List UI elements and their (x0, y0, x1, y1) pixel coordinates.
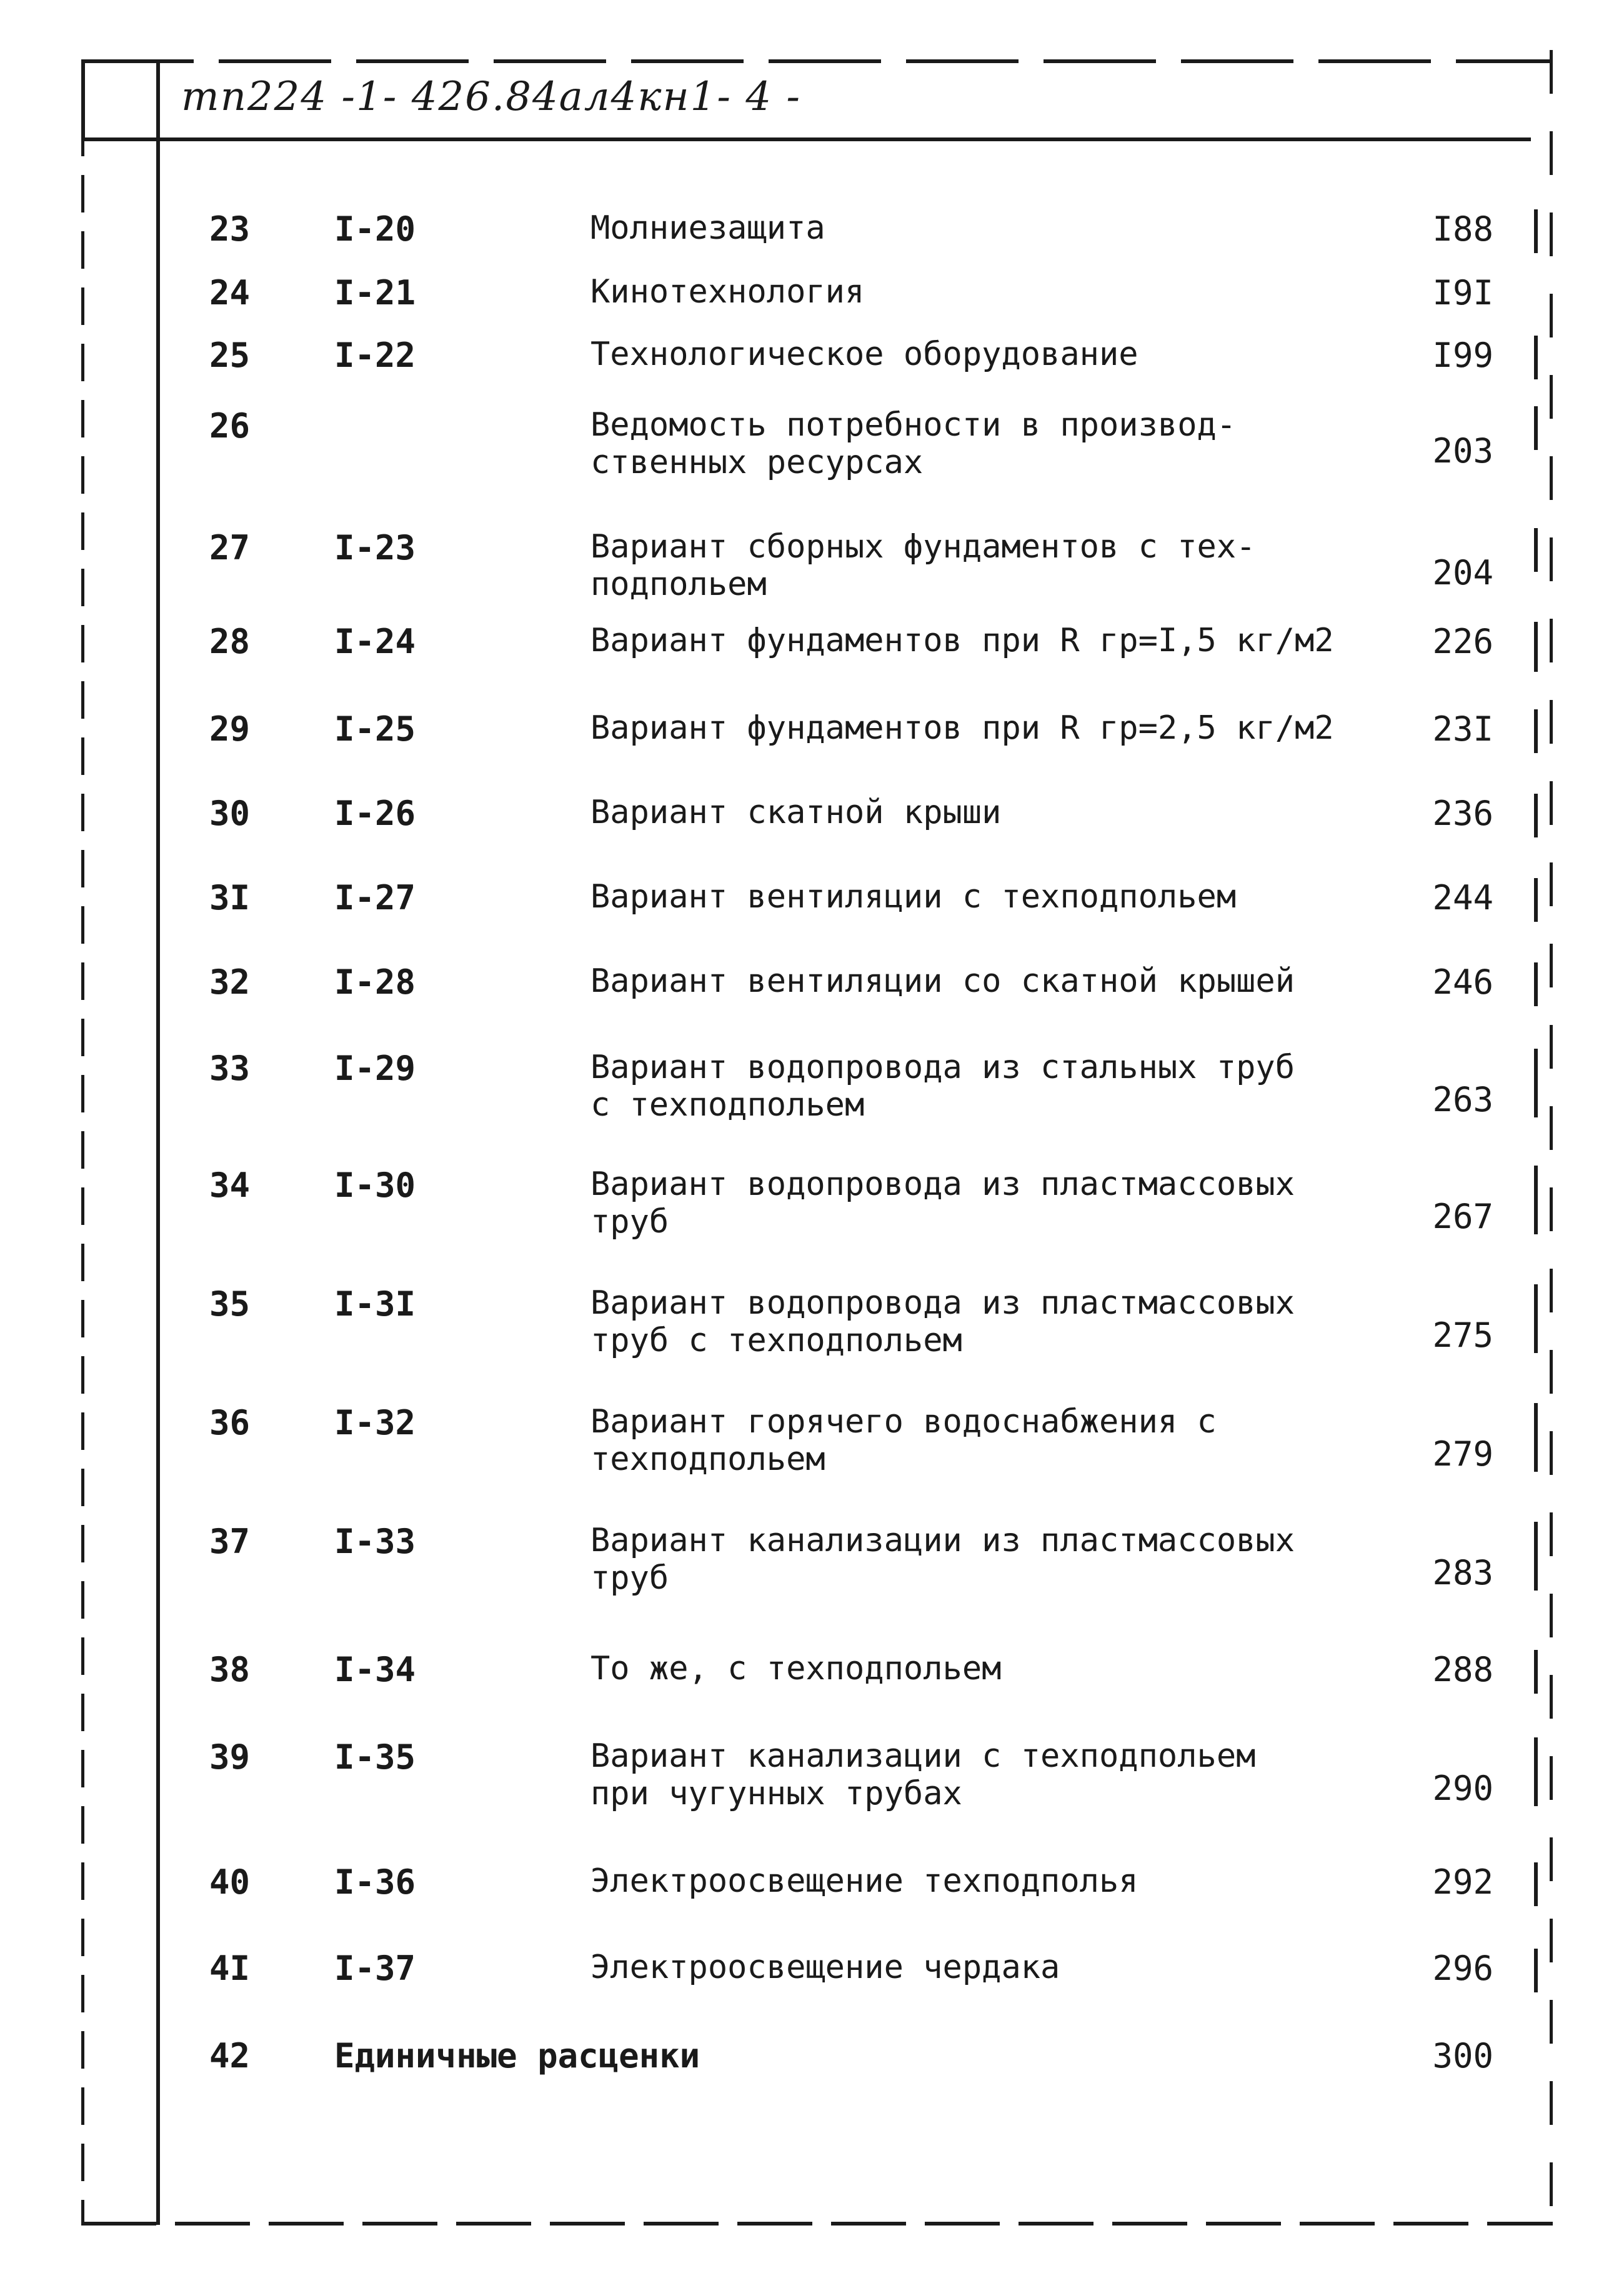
row-page: 292 (1432, 1862, 1493, 1902)
row-title: Вариант фундаментов при R гр=2,5 кг/м2 (590, 709, 1334, 747)
margin-tick-mark (1534, 962, 1538, 1006)
row-number: 40 (209, 1862, 251, 1902)
row-number: 24 (209, 273, 251, 312)
row-title: То же, с техподпольем (590, 1650, 1002, 1687)
row-number: 29 (209, 709, 251, 749)
row-sheet: I-28 (334, 962, 416, 1002)
row-title: Вариант канализации с техподпольем при чугунных трубах (590, 1737, 1256, 1812)
row-page: I9I (1432, 273, 1493, 312)
row-sheet: I-34 (334, 1650, 416, 1689)
row-page: I99 (1432, 336, 1493, 375)
margin-tick-mark (1534, 709, 1538, 753)
frame-left-border (156, 62, 160, 2225)
row-title: Единичные расценки (334, 2036, 700, 2076)
frame-top-border (81, 59, 1550, 63)
row-title: Вариант водопровода из пластмассовых труб с техподпольем (590, 1284, 1295, 1359)
row-sheet: I-37 (334, 1949, 416, 1988)
row-title: Вариант водопровода из пластмассовых труб (590, 1166, 1295, 1241)
row-sheet: I-32 (334, 1403, 416, 1442)
row-title: Технологическое оборудование (590, 336, 1138, 373)
row-title: Вариант скатной крыши (590, 794, 1002, 831)
row-number: 23 (209, 209, 251, 249)
margin-tick-mark (1534, 406, 1538, 450)
row-number: 34 (209, 1166, 251, 1205)
margin-tick-mark (1534, 1737, 1538, 1806)
row-sheet: I-3I (334, 1284, 416, 1324)
row-title: Ведомость потребности в производ- ственных ресурсах (590, 406, 1237, 481)
row-sheet: I-33 (334, 1522, 416, 1561)
frame-corner-box (81, 59, 160, 141)
row-sheet: I-36 (334, 1862, 416, 1902)
row-page: 226 (1432, 622, 1493, 661)
row-number: 30 (209, 794, 251, 833)
margin-tick-mark (1534, 1650, 1538, 1694)
row-title: Вариант фундаментов при R гр=I,5 кг/м2 (590, 622, 1334, 659)
row-number: 3I (209, 878, 251, 917)
frame-header-divider (81, 137, 1531, 141)
margin-tick-mark (1534, 336, 1538, 379)
row-sheet: I-20 (334, 209, 416, 249)
row-number: 42 (209, 2036, 251, 2076)
row-number: 25 (209, 336, 251, 375)
row-title: Вариант водопровода из стальных труб с техподпольем (590, 1049, 1295, 1124)
row-number: 26 (209, 406, 251, 446)
margin-tick-mark (1534, 1403, 1538, 1472)
row-page: 290 (1432, 1769, 1493, 1808)
row-title: Вариант канализации из пластмассовых труб (590, 1522, 1295, 1597)
row-sheet: I-25 (334, 709, 416, 749)
row-page: 204 (1432, 553, 1493, 592)
row-page: I88 (1432, 209, 1493, 249)
margin-tick-mark (1534, 1284, 1538, 1353)
row-sheet: I-24 (334, 622, 416, 661)
row-page: 23I (1432, 709, 1493, 749)
row-page: 296 (1432, 1949, 1493, 1988)
row-title: Электроосвещение чердака (590, 1949, 1060, 1986)
row-number: 32 (209, 962, 251, 1002)
row-sheet: I-27 (334, 878, 416, 917)
row-page: 263 (1432, 1080, 1493, 1119)
row-number: 37 (209, 1522, 251, 1561)
row-sheet: I-23 (334, 528, 416, 567)
margin-tick-mark (1534, 622, 1538, 672)
row-page: 267 (1432, 1197, 1493, 1236)
row-title: Электроосвещение техподполья (590, 1862, 1138, 1900)
row-page: 283 (1432, 1553, 1493, 1592)
row-page: 203 (1432, 431, 1493, 471)
frame-left-outer-border (81, 62, 84, 2225)
row-number: 33 (209, 1049, 251, 1088)
row-title: Вариант сборных фундаментов с тех- подпольем (590, 528, 1256, 603)
row-sheet: I-29 (334, 1049, 416, 1088)
row-page: 244 (1432, 878, 1493, 917)
row-number: 39 (209, 1737, 251, 1777)
row-page: 300 (1432, 2036, 1493, 2076)
row-number: 27 (209, 528, 251, 567)
row-page: 275 (1432, 1316, 1493, 1355)
row-number: 36 (209, 1403, 251, 1442)
margin-tick-mark (1534, 1166, 1538, 1234)
margin-tick-mark (1534, 1522, 1538, 1591)
row-page: 246 (1432, 962, 1493, 1002)
row-title: Молниезащита (590, 209, 825, 247)
row-title: Вариант вентиляции с техподпольем (590, 878, 1237, 916)
frame-right-border (1550, 50, 1553, 2225)
margin-tick-mark (1534, 794, 1538, 837)
row-title: Вариант вентиляции со скатной крышей (590, 962, 1295, 1000)
row-sheet: I-35 (334, 1737, 416, 1777)
row-sheet: I-30 (334, 1166, 416, 1205)
row-number: 38 (209, 1650, 251, 1689)
row-sheet: I-22 (334, 336, 416, 375)
frame-bottom-border (81, 2222, 1553, 2226)
row-page: 279 (1432, 1434, 1493, 1474)
row-number: 4I (209, 1949, 251, 1988)
margin-tick-mark (1534, 1949, 1538, 1992)
row-sheet: I-26 (334, 794, 416, 833)
row-number: 35 (209, 1284, 251, 1324)
row-title: Кинотехнология (590, 273, 865, 311)
margin-tick-mark (1534, 1049, 1538, 1117)
row-sheet: I-21 (334, 273, 416, 312)
margin-tick-mark (1534, 878, 1538, 922)
row-title: Вариант горячего водоснабжения с техподпольем (590, 1403, 1217, 1478)
margin-tick-mark (1534, 528, 1538, 572)
row-page: 288 (1432, 1650, 1493, 1689)
row-number: 28 (209, 622, 251, 661)
margin-tick-mark (1534, 209, 1538, 253)
row-page: 236 (1432, 794, 1493, 833)
margin-tick-mark (1534, 1862, 1538, 1906)
document-code: тп224 -1- 426.84ал4кн1- 4 - (181, 74, 802, 120)
